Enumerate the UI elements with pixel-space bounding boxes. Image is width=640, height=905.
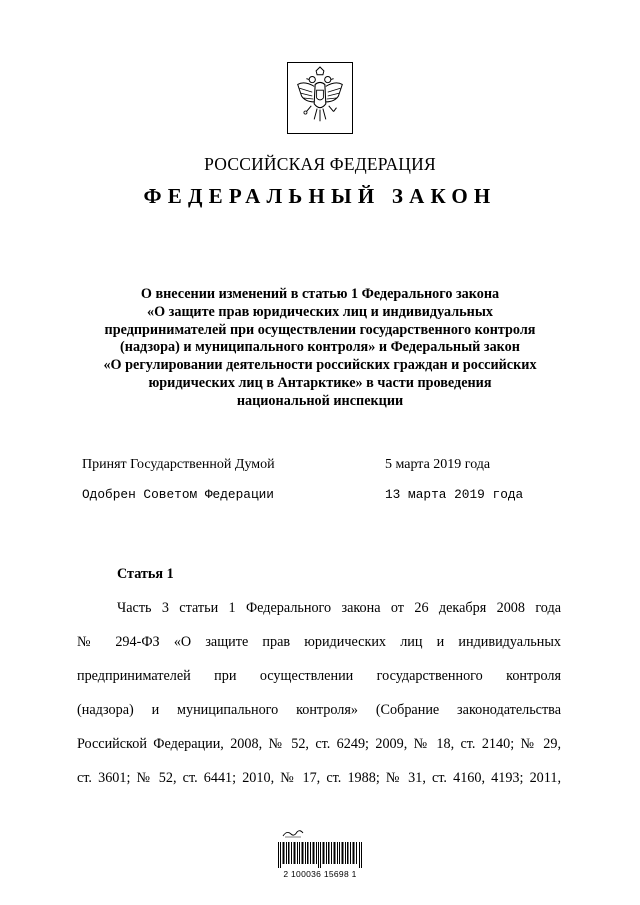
law-title-line: предпринимателей при осуществлении государственного контроля — [104, 321, 536, 338]
law-title-line: (надзора) и муниципального контроля» и Федеральный закон — [120, 339, 520, 356]
law-title-line: О внесении изменений в статью 1 Федерального закона — [140, 286, 500, 302]
law-title — [60, 286, 580, 411]
duma-adoption-row — [82, 457, 562, 477]
article-line: Российской Федерации, 2008, № 52, ст. 6249; 2009, № 18, ст. 2140; № 29, — [77, 736, 561, 752]
law-type-heading: ФЕДЕРАЛЬНЫЙ ЗАКОН — [143, 184, 497, 208]
article-heading: Статья 1 — [117, 566, 174, 582]
article-line: предпринимателей при осуществлении государственного контроля — [77, 668, 561, 684]
signature-mark — [282, 828, 304, 838]
article-line: № 294-ФЗ «О защите прав юридических лиц и индивидуальных — [77, 634, 561, 650]
law-title-line: «О регулировании деятельности российских граждан и российских — [103, 357, 537, 374]
law-title-line: национальной инспекции — [236, 392, 404, 409]
article-line: (надзора) и муниципального контроля» (Собрание законодательства — [77, 702, 561, 718]
article-line: Часть 3 статьи 1 Федерального закона от 26 декабря 2008 года — [117, 600, 561, 616]
barcode-number: 2 100036 15698 1 — [283, 869, 357, 879]
article-body — [77, 598, 561, 802]
council-approval-label: Одобрен Советом Федерации — [82, 487, 274, 502]
council-approval-row — [82, 487, 562, 507]
article-line: ст. 3601; № 52, ст. 6441; 2010, № 17, ст. 1988; № 31, ст. 4160, 4193; 2011, — [77, 770, 561, 786]
duma-adoption-label: Принят Государственной Думой — [82, 457, 275, 472]
law-title-line: юридических лиц в Антарктике» в части проведения — [148, 374, 492, 391]
country-name: РОССИЙСКАЯ ФЕДЕРАЦИЯ — [204, 154, 436, 174]
council-approval-date: 13 марта 2019 года — [385, 487, 524, 502]
coat-of-arms-icon — [287, 62, 353, 134]
law-title-line: «О защите прав юридических лиц и индивидуальных — [146, 303, 494, 320]
duma-adoption-date: 5 марта 2019 года — [385, 457, 491, 472]
barcode — [278, 842, 362, 868]
